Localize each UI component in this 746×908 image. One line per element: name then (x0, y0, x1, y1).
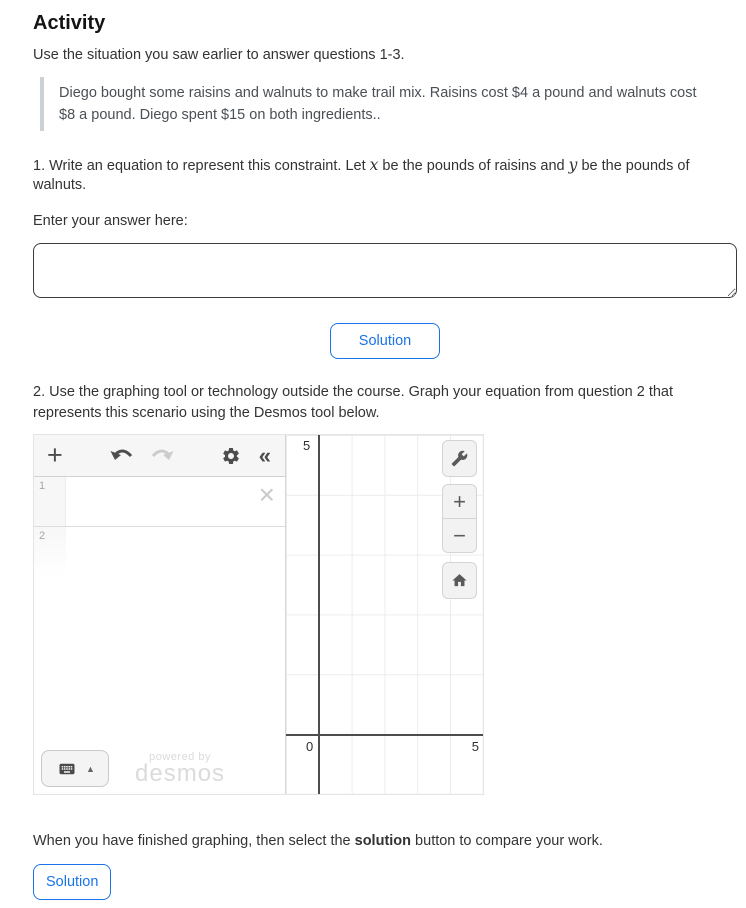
answer-label: Enter your answer here: (33, 213, 188, 229)
collapse-panel-icon[interactable]: « (258, 442, 271, 468)
expression-number: 2 (34, 527, 66, 577)
intro-text: Use the situation you saw earlier to answer questions 1-3. (33, 47, 405, 63)
footer-instruction-text: button to compare your work. (411, 833, 603, 849)
powered-by-text: powered by (149, 751, 211, 763)
page-title: Activity (33, 12, 106, 34)
graph-settings-button[interactable] (442, 440, 477, 477)
scenario-text: Diego bought some raisins and walnuts to make trail mix. Raisins cost $4 a pound and walnuts cost $8 a pound. Diego spent $15 on both ingredients.. (59, 85, 697, 123)
scenario-quote (40, 77, 702, 131)
question-2: 2. Use the graphing tool or technology outside the course. Graph your equation from question 2 that represents this scenario using the Desmos tool below. (33, 384, 674, 421)
desmos-widget (33, 434, 484, 795)
desmos-toolbar (34, 435, 285, 477)
undo-icon[interactable] (110, 447, 134, 465)
redo-icon[interactable] (150, 447, 174, 465)
question-1-text: 1. Write an equation to represent this constraint. Let (33, 158, 370, 174)
solution-button-1[interactable]: Solution (330, 323, 440, 359)
keyboard-toggle-button[interactable] (41, 750, 109, 787)
math-var-x: x (369, 156, 379, 174)
home-icon (451, 572, 468, 589)
expression-panel (34, 435, 286, 794)
x-axis (286, 734, 483, 736)
panel-bottom (41, 750, 225, 787)
gear-icon[interactable] (221, 446, 241, 466)
graph-canvas[interactable] (286, 435, 483, 794)
expression-number: 1 (34, 477, 66, 526)
zoom-control-group (442, 484, 477, 553)
x-axis-max-label: 5 (471, 739, 479, 754)
solution-row-1 (33, 323, 737, 359)
origin-label: 0 (306, 739, 314, 754)
math-var-y: y (568, 156, 578, 174)
expression-input-area[interactable] (66, 477, 285, 526)
solution-row-2 (33, 864, 737, 900)
zoom-in-button[interactable]: + (453, 488, 466, 514)
default-zoom-button[interactable] (442, 562, 477, 599)
footer-instruction-bold: solution (354, 833, 412, 849)
y-axis-max-label: 5 (303, 438, 311, 453)
zoom-out-button[interactable]: − (453, 522, 466, 548)
add-expression-icon[interactable]: + (47, 440, 63, 470)
desmos-branding (135, 752, 225, 785)
delete-expression-icon[interactable]: × (258, 479, 275, 510)
graph-controls (442, 440, 477, 599)
question-1-text: be the pounds of raisins and (378, 158, 569, 174)
chevron-up-icon: ▲ (86, 763, 95, 774)
footer-instruction-text: When you have finished graphing, then select the (33, 833, 355, 849)
question-1-text: be the pounds of walnuts. (33, 158, 690, 193)
expression-row-1[interactable] (34, 477, 285, 527)
y-axis (318, 435, 320, 794)
expression-input-area[interactable] (66, 527, 285, 577)
question-1 (33, 156, 737, 195)
wrench-icon (451, 450, 468, 467)
expression-row-2[interactable] (34, 527, 285, 577)
keyboard-icon (55, 760, 79, 778)
desmos-logo: desmos (135, 760, 226, 787)
solution-button-2[interactable]: Solution (33, 864, 111, 900)
footer-instruction (33, 832, 737, 850)
answer-input[interactable] (33, 243, 737, 298)
